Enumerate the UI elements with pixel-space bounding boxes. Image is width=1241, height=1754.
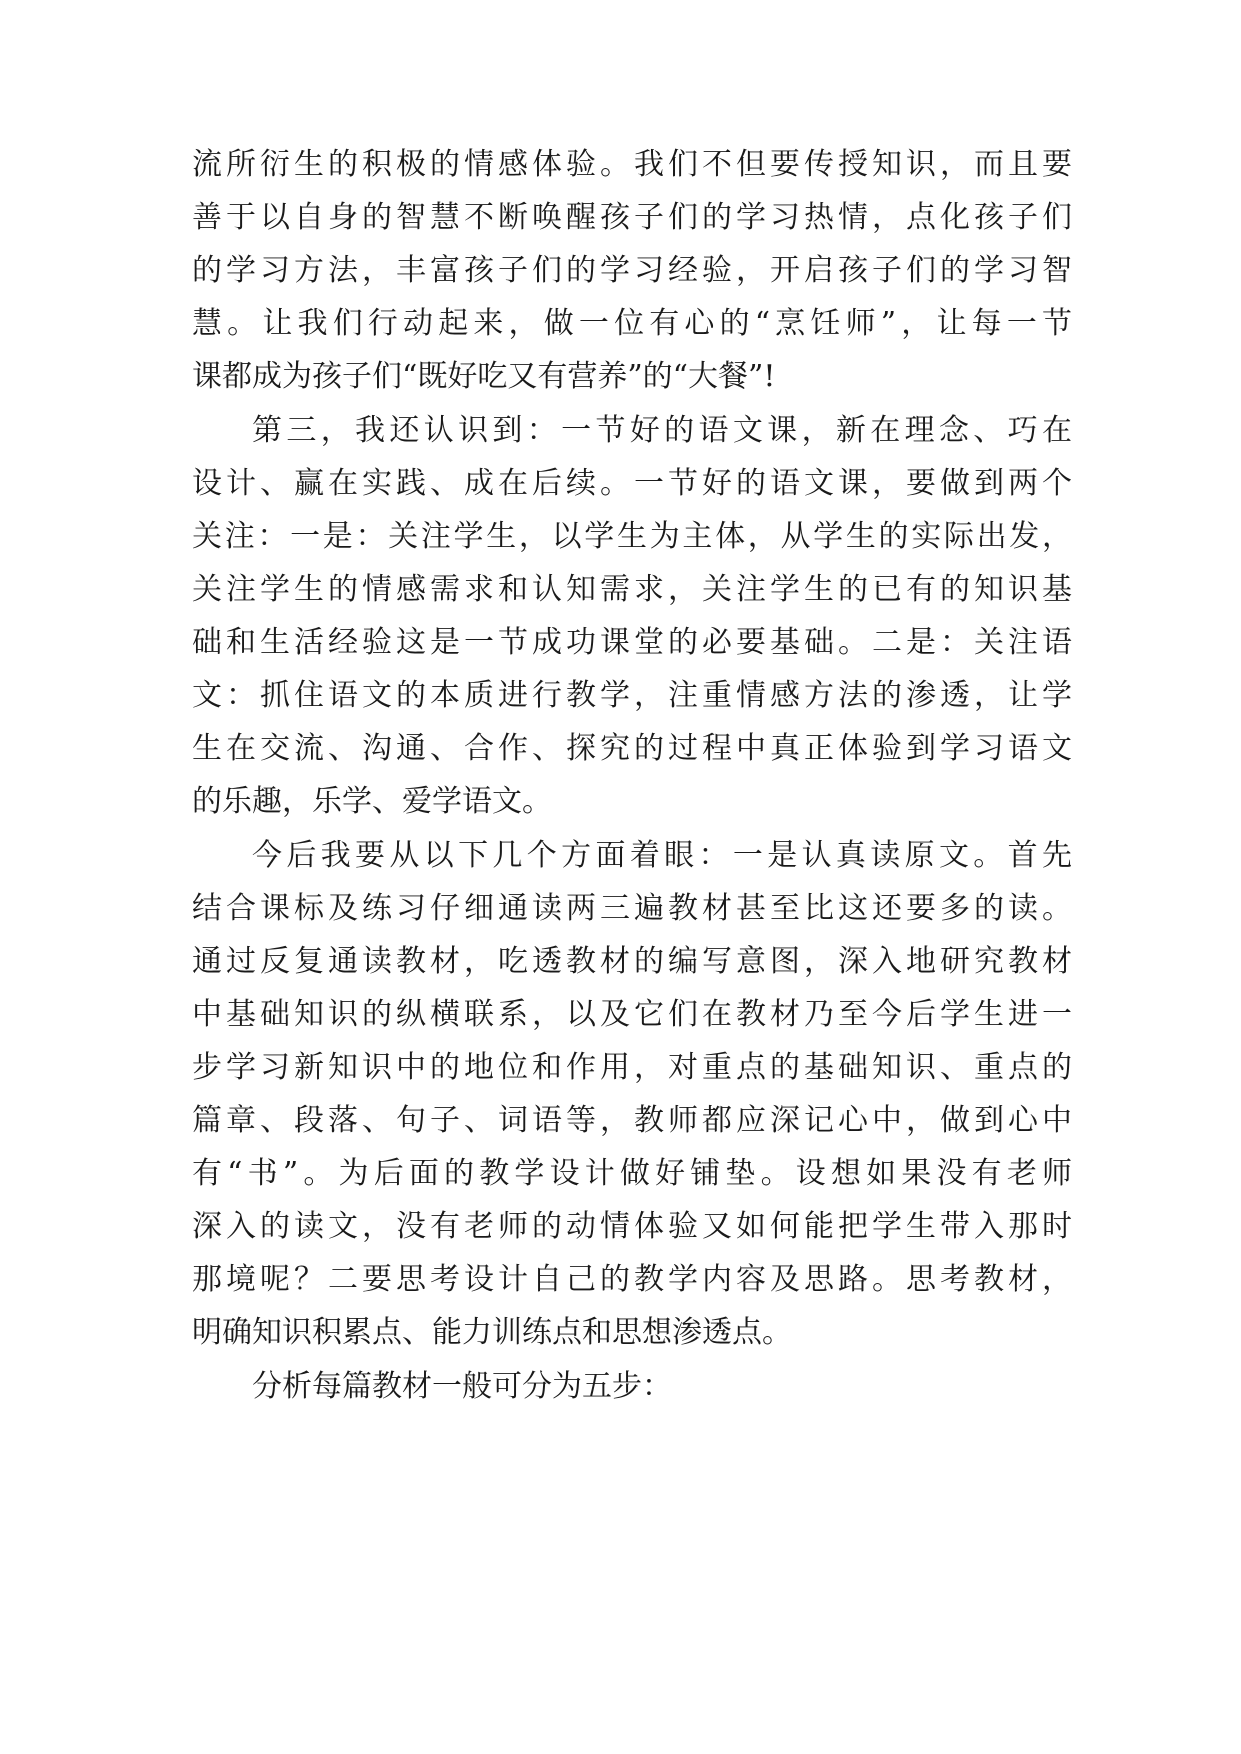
text-line: 流所衍生的积极的情感体验。我们不但要传授知识，而且要 bbox=[192, 147, 1072, 182]
text-line: 中基础知识的纵横联系，以及它们在教材乃至今后学生进一 bbox=[192, 997, 1072, 1032]
text-line: 关注学生的情感需求和认知需求，关注学生的已有的知识基 bbox=[192, 572, 1072, 607]
paragraph-first-line: 第三，我还认识到：一节好的语文课，新在理念、巧在 bbox=[252, 413, 1072, 448]
text-line: 明确知识积累点、能力训练点和思想渗透点。 bbox=[192, 1315, 792, 1350]
text-line: 善于以自身的智慧不断唤醒孩子们的学习热情，点化孩子们 bbox=[192, 200, 1072, 235]
text-line: 那境呢？二要思考设计自己的教学内容及思路。思考教材， bbox=[192, 1262, 1072, 1297]
paragraph-first-line: 今后我要从以下几个方面着眼：一是认真读原文。首先 bbox=[252, 838, 1072, 873]
text-line: 深入的读文，没有老师的动情体验又如何能把学生带入那时 bbox=[192, 1209, 1072, 1244]
text-line: 篇章、段落、句子、词语等，教师都应深记心中，做到心中 bbox=[192, 1103, 1072, 1138]
text-line: 础和生活经验这是一节成功课堂的必要基础。二是：关注语 bbox=[192, 625, 1072, 660]
paragraph-first-line: 分析每篇教材一般可分为五步： bbox=[252, 1369, 672, 1404]
text-line: 文：抓住语文的本质进行教学，注重情感方法的渗透，让学 bbox=[192, 678, 1072, 713]
text-line: 的学习方法，丰富孩子们的学习经验，开启孩子们的学习智 bbox=[192, 253, 1072, 288]
text-line: 课都成为孩子们“既好吃又有营养”的“大餐”! bbox=[192, 359, 776, 394]
text-line: 通过反复通读教材，吃透教材的编写意图，深入地研究教材 bbox=[192, 944, 1072, 979]
text-line: 的乐趣，乐学、爱学语文。 bbox=[192, 784, 552, 819]
text-line: 设计、赢在实践、成在后续。一节好的语文课，要做到两个 bbox=[192, 466, 1072, 501]
text-line: 生在交流、沟通、合作、探究的过程中真正体验到学习语文 bbox=[192, 731, 1072, 766]
text-line: 有“书”。为后面的教学设计做好铺垫。设想如果没有老师 bbox=[192, 1156, 1072, 1191]
text-line: 慧。让我们行动起来，做一位有心的“烹饪师”，让每一节 bbox=[192, 306, 1072, 341]
text-line: 关注：一是：关注学生，以学生为主体，从学生的实际出发， bbox=[192, 519, 1072, 554]
text-line: 结合课标及练习仔细通读两三遍教材甚至比这还要多的读。 bbox=[192, 891, 1072, 926]
text-line: 步学习新知识中的地位和作用，对重点的基础知识、重点的 bbox=[192, 1050, 1072, 1085]
